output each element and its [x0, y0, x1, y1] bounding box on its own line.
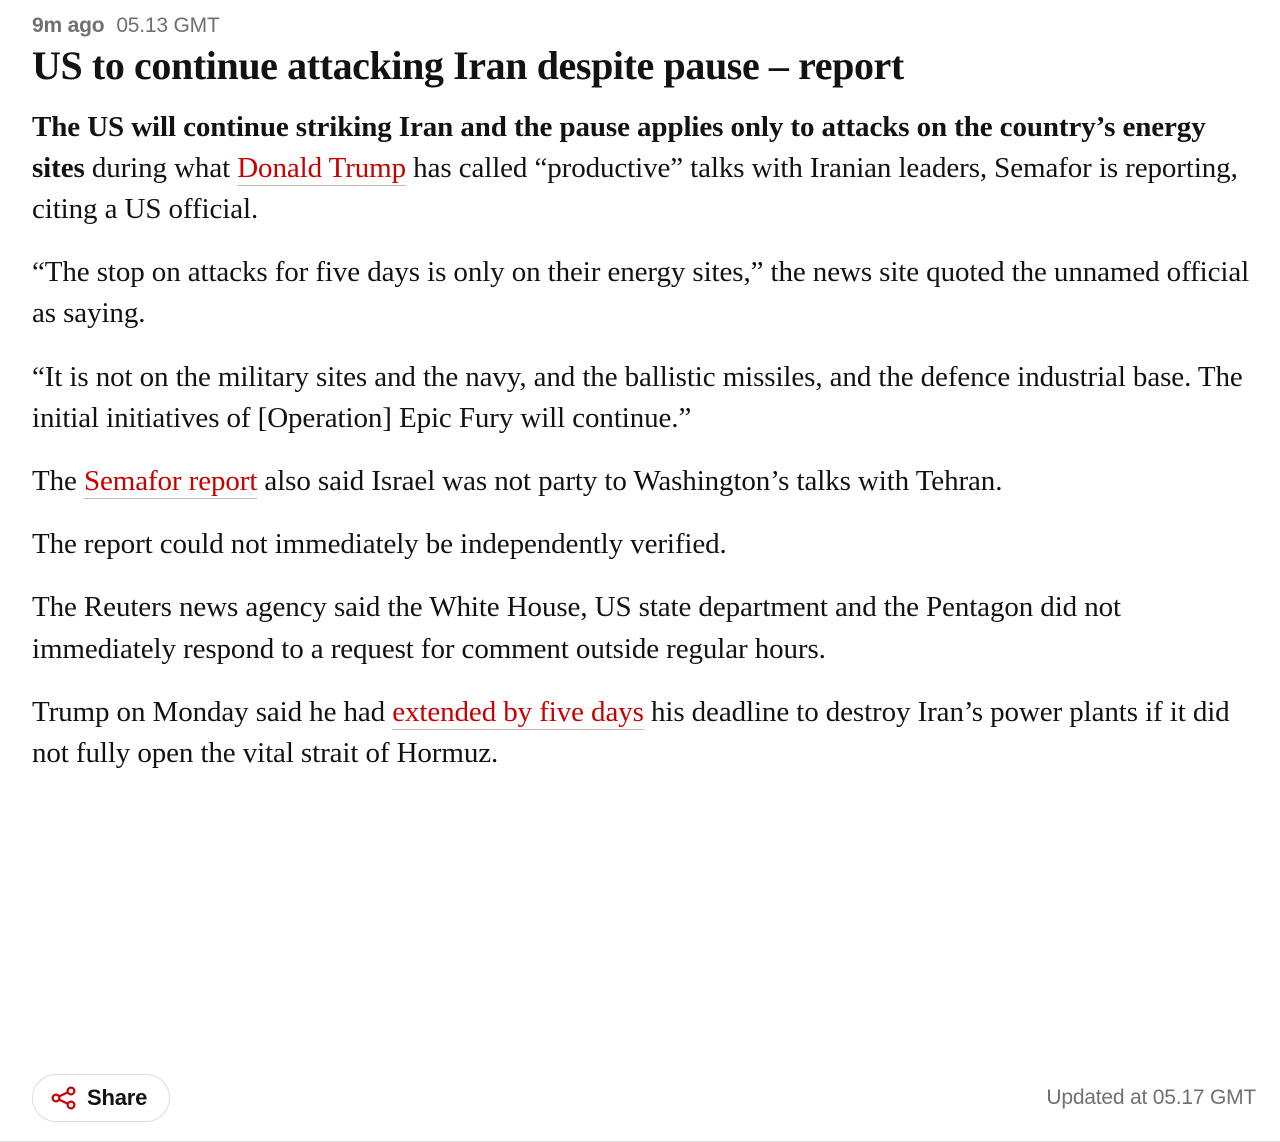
body-paragraph [32, 357, 1256, 439]
share-icon [51, 1086, 77, 1110]
body-text-run: during what [84, 151, 238, 184]
body-text-run: also said Israel was not party to Washington’s talks with Tehran. [257, 465, 1003, 497]
body-paragraph [32, 107, 1256, 231]
body-paragraph [32, 692, 1256, 774]
body-text-run: “The stop on attacks for five days is only on their energy sites,” the news site quoted the unnamed official as saying. [32, 256, 1250, 330]
post-timestamp: 05.13 GMT [116, 14, 220, 37]
post-body [32, 107, 1256, 774]
body-paragraph [32, 524, 1256, 565]
post-footer [32, 1074, 1256, 1122]
body-text-run: his deadline to destroy Iran’s power plants if it did not fully open the vital strait of Hormuz. [32, 695, 1230, 769]
body-paragraph [32, 587, 1256, 669]
share-button-label: Share [87, 1085, 148, 1110]
post-time-ago: 9m ago [32, 14, 105, 37]
body-link[interactable]: Donald Trump [237, 151, 407, 184]
body-bold-lead: The US will continue striking Iran and the pause applies only to attacks on the country’s energy sites [32, 110, 1206, 184]
body-paragraph [32, 461, 1256, 502]
body-text-run: The [32, 465, 84, 497]
body-text-run: The Reuters news agency said the White House, US state department and the Pentagon did not immediately respond to a request for comment outside regular hours. [32, 591, 1121, 665]
post-meta [32, 14, 1256, 38]
body-text-run: has called “productive” talks with Iranian leaders, Semafor is reporting, citing a US official. [32, 151, 1238, 226]
body-paragraph [32, 252, 1256, 334]
body-text-run: “It is not on the military sites and the navy, and the ballistic missiles, and the defence industrial base. The initial initiatives of [Operation] Epic Fury will continue.” [32, 360, 1243, 434]
body-text-run: Trump on Monday said he had [32, 695, 393, 728]
body-link[interactable]: Semafor report [83, 465, 258, 497]
body-link[interactable]: extended by five days [392, 695, 644, 728]
share-button[interactable] [32, 1074, 170, 1122]
body-text-run: The report could not immediately be independently verified. [32, 528, 727, 561]
updated-timestamp: Updated at 05.17 GMT [1046, 1086, 1256, 1109]
page-title: US to continue attacking Iran despite pause – report [32, 43, 904, 88]
